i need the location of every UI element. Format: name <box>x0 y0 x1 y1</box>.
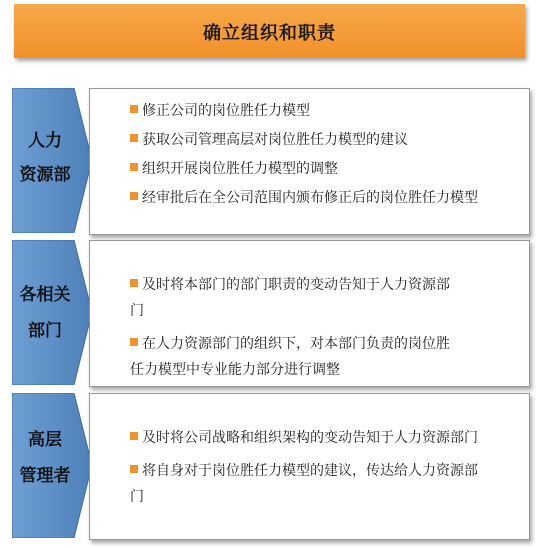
role-label-line1: 高层 <box>28 430 62 450</box>
bullet-icon <box>130 105 138 113</box>
duty-item-continuation: 门 <box>130 303 144 319</box>
chevron-shape <box>12 240 95 385</box>
role-label-departments <box>12 240 95 385</box>
role-label-line2: 资源部 <box>19 165 71 185</box>
duty-item: 在人力资源部门的组织下，对本部门负责的岗位胜 <box>130 332 450 357</box>
bullet-icon <box>130 134 138 142</box>
duty-item-continuation: 任力模型中专业能力部分进行调整 <box>130 362 340 378</box>
bullet-icon <box>130 432 138 440</box>
role-row-departments <box>12 240 530 385</box>
duty-box <box>89 393 530 540</box>
duty-item: 组织开展岗位胜任力模型的调整 <box>130 157 338 182</box>
bullet-icon <box>130 465 138 473</box>
role-label-hr <box>12 88 95 233</box>
bullet-icon <box>130 279 138 287</box>
role-label-line1: 各相关 <box>19 285 71 305</box>
role-label-line2: 管理者 <box>19 466 71 486</box>
duty-item: 将自身对于岗位胜任力模型的建议，传达给人力资源部 <box>130 459 478 484</box>
role-label-executives <box>12 393 95 538</box>
bullet-icon <box>130 163 138 171</box>
duty-item-continuation: 门 <box>130 489 144 505</box>
duty-box <box>89 88 530 235</box>
role-row-executives <box>12 393 530 538</box>
duty-item: 修正公司的岗位胜任力模型 <box>130 99 310 124</box>
page-title: 确立组织和职责 <box>203 23 336 44</box>
duty-item: 经审批后在全公司范围内颁布修正后的岗位胜任力模型 <box>130 186 478 211</box>
duty-item: 及时将公司战略和组织架构的变动告知于人力资源部门 <box>130 426 478 451</box>
role-label-line1: 人力 <box>28 131 62 151</box>
bullet-icon <box>130 192 138 200</box>
bullet-icon <box>130 338 138 346</box>
header-banner <box>14 4 525 58</box>
duty-item: 获取公司管理高层对岗位胜任力模型的建议 <box>130 128 408 153</box>
role-label-line2: 部门 <box>28 321 62 341</box>
role-row-hr <box>12 88 530 233</box>
duty-box <box>89 240 530 387</box>
duty-item: 及时将本部门的部门职责的变动告知于人力资源部 <box>130 273 450 298</box>
